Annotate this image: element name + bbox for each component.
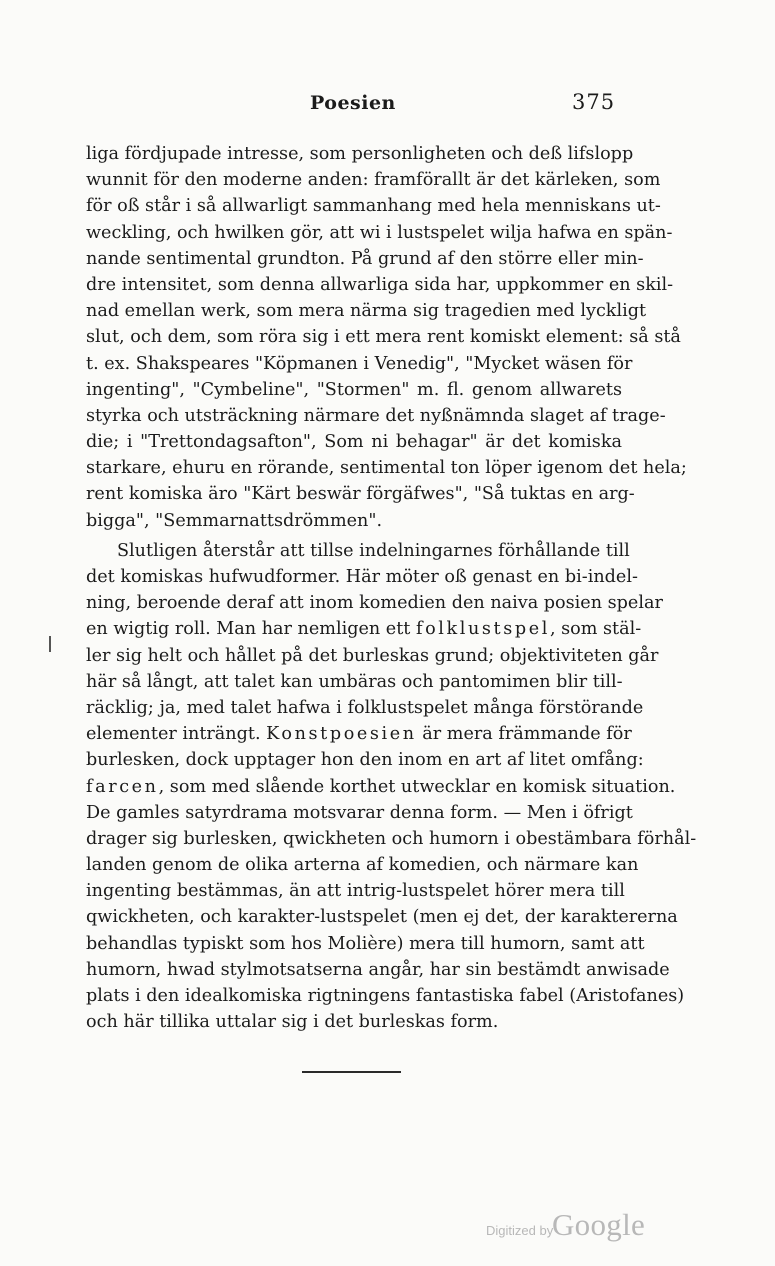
running-head	[0, 92, 775, 122]
margin-mark	[49, 636, 51, 652]
section-end-rule	[302, 1071, 401, 1073]
text-line: ingenting", "Cymbeline", "Stormen" m. fl. genom allwarets	[86, 379, 622, 400]
text-segment: , som stäl-	[549, 619, 642, 640]
text-segment: elementer inträngt.	[86, 724, 267, 745]
text-line: här så långt, att talet kan umbäras och pantomimen blir till-	[86, 671, 623, 692]
text-line: qwickheten, och karakter-lustspelet (men ej det, der karaktererna	[86, 907, 678, 928]
emphasis-farcen: farcen	[86, 776, 159, 797]
emphasis-konstpoesien: Konstpoesien	[266, 724, 417, 745]
text-line: De gamles satyrdrama motsvarar denna form. — Men i öfrigt	[86, 802, 633, 823]
text-line: ler sig helt och hållet på det burleskas grund; objektiviteten går	[86, 645, 659, 666]
text-line: behandlas typiskt som hos Molière) mera till humorn, samt att	[86, 933, 645, 954]
text-line	[86, 774, 676, 800]
text-segment: en wigtig roll. Man har nemligen ett	[86, 619, 416, 640]
text-line: och här tillika uttalar sig i det burleskas form.	[86, 1012, 499, 1033]
body-text	[86, 141, 697, 1035]
text-line: ning, beroende deraf att inom komedien den naiva posien spelar	[86, 593, 663, 614]
watermark-prefix: Digitized by	[486, 1223, 554, 1238]
text-line: plats i den idealkomiska rigtningens fantastiska fabel (Aristofanes)	[86, 986, 685, 1006]
text-line: burlesken, dock upptager hon den inom en art af litet omfång:	[86, 750, 644, 771]
running-title: Poesien	[310, 92, 396, 114]
text-line: Slutligen återstår att tillse indelningarnes förhållande till	[117, 540, 630, 561]
text-line	[86, 616, 642, 642]
text-line: för oß står i så allwarligt sammanhang med hela menniskans ut-	[86, 196, 661, 217]
emphasis-folklustspel: folklustspel	[415, 619, 550, 640]
text-line: slut, och dem, som röra sig i ett mera rent komiskt element: så stå	[86, 327, 681, 348]
text-line: styrka och utsträckning närmare det nyßnämnda slaget af trage-	[86, 405, 666, 426]
text-line: rent komiska äro "Kärt beswär förgäfwes", "Så tuktas en arg-	[86, 484, 635, 505]
text-line: nande sentimental grundton. På grund af den större eller min-	[86, 248, 644, 269]
text-line: landen genom de olika arterna af komedien, och närmare kan	[86, 855, 639, 876]
page-number: 375	[572, 90, 616, 114]
text-line: starkare, ehuru en rörande, sentimental ton löper igenom det hela;	[86, 458, 687, 479]
text-line	[86, 721, 632, 747]
text-line: weckling, och hwilken gör, att wi i lustspelet wilja hafwa en spän-	[86, 222, 673, 243]
text-line: liga fördjupade intresse, som personligheten och deß lifslopp	[86, 144, 634, 164]
text-line: bigga", "Semmarnattsdrömmen".	[86, 510, 383, 531]
text-line: drager sig burlesken, qwickheten och humorn i obestämbara förhål-	[86, 828, 697, 849]
text-line: ingenting bestämmas, än att intrig-lustspelet hörer mera till	[86, 881, 625, 902]
text-line: räcklig; ja, med talet hafwa i folklustspelet många förstörande	[86, 697, 644, 718]
text-line: dre intensitet, som denna allwarliga sida har, uppkommer en skil-	[86, 274, 674, 295]
google-logo: Google	[552, 1207, 646, 1242]
text-line: humorn, hwad stylmotsatserna angår, har sin bestämdt anwisade	[86, 959, 670, 980]
text-segment: är mera främmande för	[416, 724, 632, 745]
paragraph-1	[86, 141, 687, 534]
text-line: nad emellan werk, som mera närma sig tragedien med lyckligt	[86, 301, 647, 322]
paragraph-2	[86, 538, 697, 1036]
text-segment: , som med slående korthet utwecklar en komisk situation.	[158, 776, 676, 797]
text-line: die; i "Trettondagsafton", Som ni behagar" är det komiska	[86, 432, 622, 453]
text-line: wunnit för den moderne anden: framförallt är det kärleken, som	[86, 170, 661, 191]
text-line: t. ex. Shakspeares "Köpmanen i Venedig", "Mycket wäsen för	[86, 353, 633, 374]
text-line: det komiskas hufwudformer. Här möter oß genast en bi-indel-	[86, 567, 638, 587]
